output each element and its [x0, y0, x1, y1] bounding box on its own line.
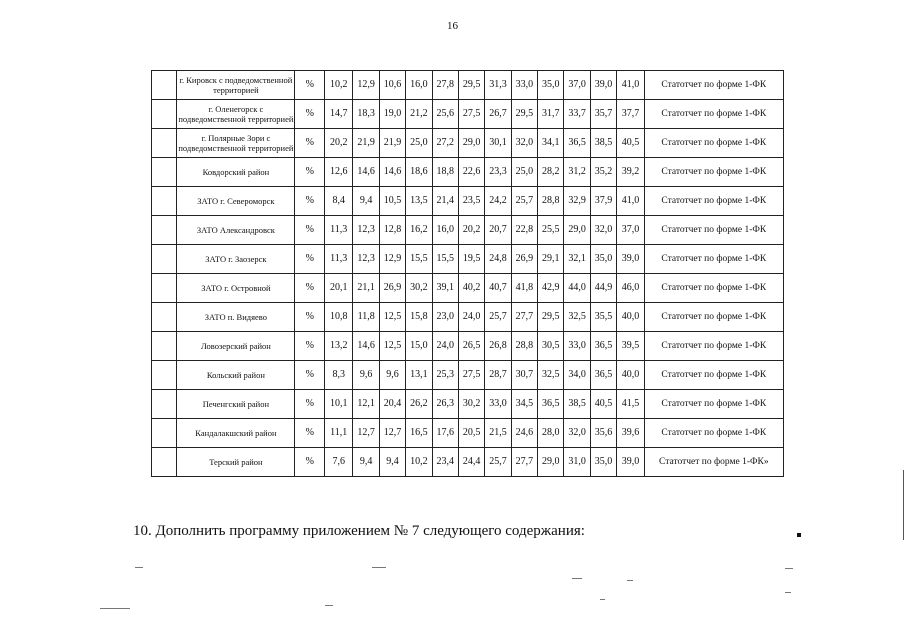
value-cell: 36,5 [590, 361, 616, 390]
source-cell: Статотчет по форме 1-ФК [644, 390, 783, 419]
value-cell: 37,9 [590, 187, 616, 216]
row-blank-cell [152, 187, 177, 216]
value-cell: 12,5 [379, 303, 405, 332]
value-cell: 29,0 [538, 448, 564, 477]
value-cell: 26,5 [458, 332, 484, 361]
value-cell: 13,5 [406, 187, 432, 216]
row-blank-cell [152, 71, 177, 100]
scan-mark [135, 567, 143, 568]
source-cell: Статотчет по форме 1-ФК [644, 71, 783, 100]
table-row [152, 448, 784, 477]
value-cell: 29,5 [538, 303, 564, 332]
row-blank-cell [152, 158, 177, 187]
territory-name-cell: Кандалакшский район [177, 419, 295, 448]
source-cell: Статотчет по форме 1-ФК [644, 158, 783, 187]
value-cell: 39,0 [617, 245, 644, 274]
value-cell: 39,0 [590, 71, 616, 100]
value-cell: 35,0 [590, 245, 616, 274]
value-cell: 40,5 [590, 390, 616, 419]
source-cell: Статотчет по форме 1-ФК [644, 419, 783, 448]
indicator-table [151, 70, 784, 477]
value-cell: 40,2 [458, 274, 484, 303]
value-cell: 14,6 [353, 158, 379, 187]
value-cell: 9,6 [379, 361, 405, 390]
unit-cell: % [295, 332, 325, 361]
value-cell: 21,5 [485, 419, 511, 448]
territory-name-cell: ЗАТО г. Заозерск [177, 245, 295, 274]
value-cell: 15,0 [406, 332, 432, 361]
value-cell: 15,8 [406, 303, 432, 332]
value-cell: 25,6 [432, 100, 458, 129]
value-cell: 18,8 [432, 158, 458, 187]
value-cell: 30,2 [406, 274, 432, 303]
value-cell: 28,8 [538, 187, 564, 216]
value-cell: 14,6 [353, 332, 379, 361]
value-cell: 35,0 [590, 448, 616, 477]
territory-name-cell: г. Кировск с подведомственной территорией [177, 71, 295, 100]
value-cell: 36,5 [590, 332, 616, 361]
value-cell: 10,2 [406, 448, 432, 477]
value-cell: 27,8 [432, 71, 458, 100]
value-cell: 35,7 [590, 100, 616, 129]
table-row [152, 361, 784, 390]
value-cell: 26,9 [511, 245, 537, 274]
value-cell: 25,7 [485, 303, 511, 332]
source-cell: Статотчет по форме 1-ФК [644, 303, 783, 332]
value-cell: 12,5 [379, 332, 405, 361]
value-cell: 29,5 [458, 71, 484, 100]
value-cell: 24,0 [458, 303, 484, 332]
source-cell: Статотчет по форме 1-ФК [644, 274, 783, 303]
unit-cell: % [295, 129, 325, 158]
unit-cell: % [295, 303, 325, 332]
territory-name-cell: г. Полярные Зори с подведомственной территорией [177, 129, 295, 158]
page-number: 16 [447, 20, 458, 32]
value-cell: 22,8 [511, 216, 537, 245]
value-cell: 32,5 [564, 303, 590, 332]
row-blank-cell [152, 361, 177, 390]
value-cell: 35,0 [538, 71, 564, 100]
value-cell: 32,5 [538, 361, 564, 390]
value-cell: 27,2 [432, 129, 458, 158]
unit-cell: % [295, 361, 325, 390]
value-cell: 10,5 [379, 187, 405, 216]
source-cell: Статотчет по форме 1-ФК [644, 216, 783, 245]
value-cell: 10,8 [325, 303, 353, 332]
value-cell: 28,8 [511, 332, 537, 361]
value-cell: 19,5 [458, 245, 484, 274]
value-cell: 23,0 [432, 303, 458, 332]
table-row [152, 332, 784, 361]
value-cell: 25,7 [511, 187, 537, 216]
value-cell: 39,6 [617, 419, 644, 448]
value-cell: 21,9 [353, 129, 379, 158]
value-cell: 32,0 [564, 419, 590, 448]
value-cell: 8,3 [325, 361, 353, 390]
value-cell: 28,0 [538, 419, 564, 448]
value-cell: 31,7 [538, 100, 564, 129]
value-cell: 36,5 [564, 129, 590, 158]
value-cell: 41,0 [617, 71, 644, 100]
territory-name-cell: Кольский район [177, 361, 295, 390]
value-cell: 21,4 [432, 187, 458, 216]
source-cell: Статотчет по форме 1-ФК [644, 100, 783, 129]
value-cell: 11,1 [325, 419, 353, 448]
scan-mark [325, 605, 333, 606]
row-blank-cell [152, 100, 177, 129]
value-cell: 21,2 [406, 100, 432, 129]
value-cell: 15,5 [406, 245, 432, 274]
value-cell: 20,1 [325, 274, 353, 303]
value-cell: 25,7 [485, 448, 511, 477]
value-cell: 18,3 [353, 100, 379, 129]
table-row [152, 129, 784, 158]
value-cell: 21,9 [379, 129, 405, 158]
value-cell: 18,6 [406, 158, 432, 187]
value-cell: 17,6 [432, 419, 458, 448]
value-cell: 41,8 [511, 274, 537, 303]
value-cell: 30,2 [458, 390, 484, 419]
value-cell: 24,2 [485, 187, 511, 216]
table-row [152, 419, 784, 448]
value-cell: 39,2 [617, 158, 644, 187]
unit-cell: % [295, 71, 325, 100]
row-blank-cell [152, 129, 177, 158]
value-cell: 23,3 [485, 158, 511, 187]
unit-cell: % [295, 448, 325, 477]
value-cell: 22,6 [458, 158, 484, 187]
source-cell: Статотчет по форме 1-ФК [644, 187, 783, 216]
table-row [152, 303, 784, 332]
value-cell: 27,5 [458, 100, 484, 129]
unit-cell: % [295, 245, 325, 274]
table-row [152, 158, 784, 187]
value-cell: 16,2 [406, 216, 432, 245]
value-cell: 27,5 [458, 361, 484, 390]
value-cell: 25,5 [538, 216, 564, 245]
value-cell: 20,7 [485, 216, 511, 245]
value-cell: 14,7 [325, 100, 353, 129]
value-cell: 25,3 [432, 361, 458, 390]
value-cell: 26,8 [485, 332, 511, 361]
territory-name-cell: ЗАТО г. Североморск [177, 187, 295, 216]
value-cell: 7,6 [325, 448, 353, 477]
value-cell: 27,7 [511, 448, 537, 477]
table-row [152, 245, 784, 274]
scan-mark [372, 567, 386, 568]
source-cell: Статотчет по форме 1-ФК [644, 129, 783, 158]
value-cell: 12,3 [353, 216, 379, 245]
value-cell: 38,5 [564, 390, 590, 419]
value-cell: 20,4 [379, 390, 405, 419]
row-blank-cell [152, 274, 177, 303]
row-blank-cell [152, 448, 177, 477]
value-cell: 29,0 [458, 129, 484, 158]
unit-cell: % [295, 158, 325, 187]
value-cell: 46,0 [617, 274, 644, 303]
value-cell: 12,7 [353, 419, 379, 448]
scan-mark [785, 592, 791, 593]
value-cell: 30,7 [511, 361, 537, 390]
value-cell: 12,7 [379, 419, 405, 448]
value-cell: 30,5 [538, 332, 564, 361]
row-blank-cell [152, 390, 177, 419]
scan-edge [903, 470, 904, 540]
value-cell: 35,5 [590, 303, 616, 332]
unit-cell: % [295, 419, 325, 448]
value-cell: 24,0 [432, 332, 458, 361]
territory-name-cell: ЗАТО п. Видяево [177, 303, 295, 332]
source-cell: Статотчет по форме 1-ФК» [644, 448, 783, 477]
value-cell: 33,0 [564, 332, 590, 361]
value-cell: 10,2 [325, 71, 353, 100]
value-cell: 12,8 [379, 216, 405, 245]
row-blank-cell [152, 245, 177, 274]
value-cell: 23,5 [458, 187, 484, 216]
value-cell: 30,1 [485, 129, 511, 158]
value-cell: 42,9 [538, 274, 564, 303]
territory-name-cell: Печенгский район [177, 390, 295, 419]
value-cell: 37,0 [617, 216, 644, 245]
value-cell: 31,3 [485, 71, 511, 100]
territory-name-cell: Терский район [177, 448, 295, 477]
territory-name-cell: ЗАТО г. Островной [177, 274, 295, 303]
value-cell: 41,0 [617, 187, 644, 216]
value-cell: 12,6 [325, 158, 353, 187]
value-cell: 26,9 [379, 274, 405, 303]
unit-cell: % [295, 187, 325, 216]
territory-name-cell: Ловозерский район [177, 332, 295, 361]
value-cell: 34,5 [511, 390, 537, 419]
value-cell: 32,1 [564, 245, 590, 274]
value-cell: 36,5 [538, 390, 564, 419]
territory-name-cell: Ковдорский район [177, 158, 295, 187]
value-cell: 8,4 [325, 187, 353, 216]
value-cell: 13,2 [325, 332, 353, 361]
row-blank-cell [152, 419, 177, 448]
value-cell: 25,0 [511, 158, 537, 187]
scan-mark [100, 608, 130, 609]
value-cell: 9,4 [379, 448, 405, 477]
value-cell: 9,6 [353, 361, 379, 390]
value-cell: 40,0 [617, 361, 644, 390]
value-cell: 27,7 [511, 303, 537, 332]
row-blank-cell [152, 332, 177, 361]
table-row [152, 187, 784, 216]
value-cell: 33,0 [485, 390, 511, 419]
value-cell: 25,0 [406, 129, 432, 158]
value-cell: 29,0 [564, 216, 590, 245]
value-cell: 29,5 [511, 100, 537, 129]
value-cell: 16,0 [432, 216, 458, 245]
value-cell: 16,5 [406, 419, 432, 448]
value-cell: 16,0 [406, 71, 432, 100]
source-cell: Статотчет по форме 1-ФК [644, 361, 783, 390]
value-cell: 20,2 [458, 216, 484, 245]
value-cell: 34,1 [538, 129, 564, 158]
value-cell: 35,6 [590, 419, 616, 448]
value-cell: 38,5 [590, 129, 616, 158]
territory-name-cell: ЗАТО Александровск [177, 216, 295, 245]
value-cell: 32,0 [590, 216, 616, 245]
value-cell: 14,6 [379, 158, 405, 187]
value-cell: 40,0 [617, 303, 644, 332]
value-cell: 33,7 [564, 100, 590, 129]
value-cell: 37,0 [564, 71, 590, 100]
value-cell: 35,2 [590, 158, 616, 187]
value-cell: 9,4 [353, 187, 379, 216]
scan-mark [627, 580, 633, 581]
value-cell: 26,7 [485, 100, 511, 129]
value-cell: 44,0 [564, 274, 590, 303]
territory-name-cell: г. Оленегорск с подведомственной территорией [177, 100, 295, 129]
value-cell: 32,0 [511, 129, 537, 158]
value-cell: 39,0 [617, 448, 644, 477]
value-cell: 12,9 [353, 71, 379, 100]
value-cell: 20,2 [325, 129, 353, 158]
table-row [152, 390, 784, 419]
scan-mark [785, 568, 793, 569]
value-cell: 11,3 [325, 216, 353, 245]
value-cell: 11,8 [353, 303, 379, 332]
value-cell: 32,9 [564, 187, 590, 216]
table-row [152, 100, 784, 129]
value-cell: 11,3 [325, 245, 353, 274]
source-cell: Статотчет по форме 1-ФК [644, 332, 783, 361]
row-blank-cell [152, 303, 177, 332]
row-blank-cell [152, 216, 177, 245]
value-cell: 44,9 [590, 274, 616, 303]
unit-cell: % [295, 390, 325, 419]
value-cell: 10,6 [379, 71, 405, 100]
value-cell: 39,1 [432, 274, 458, 303]
source-cell: Статотчет по форме 1-ФК [644, 245, 783, 274]
value-cell: 15,5 [432, 245, 458, 274]
value-cell: 28,2 [538, 158, 564, 187]
value-cell: 24,8 [485, 245, 511, 274]
value-cell: 23,4 [432, 448, 458, 477]
value-cell: 24,4 [458, 448, 484, 477]
value-cell: 29,1 [538, 245, 564, 274]
table-row [152, 216, 784, 245]
value-cell: 20,5 [458, 419, 484, 448]
value-cell: 19,0 [379, 100, 405, 129]
value-cell: 13,1 [406, 361, 432, 390]
value-cell: 37,7 [617, 100, 644, 129]
scan-mark [600, 599, 605, 600]
value-cell: 10,1 [325, 390, 353, 419]
unit-cell: % [295, 216, 325, 245]
value-cell: 12,1 [353, 390, 379, 419]
value-cell: 28,7 [485, 361, 511, 390]
value-cell: 40,7 [485, 274, 511, 303]
instruction-text: 10. Дополнить программу приложением № 7 следующего содержания: [133, 523, 585, 539]
scan-mark [572, 578, 582, 579]
value-cell: 39,5 [617, 332, 644, 361]
value-cell: 41,5 [617, 390, 644, 419]
value-cell: 40,5 [617, 129, 644, 158]
unit-cell: % [295, 100, 325, 129]
table-row [152, 274, 784, 303]
bullet-mark [797, 533, 801, 537]
value-cell: 33,0 [511, 71, 537, 100]
value-cell: 34,0 [564, 361, 590, 390]
value-cell: 9,4 [353, 448, 379, 477]
table-row [152, 71, 784, 100]
value-cell: 26,2 [406, 390, 432, 419]
unit-cell: % [295, 274, 325, 303]
value-cell: 31,2 [564, 158, 590, 187]
value-cell: 12,9 [379, 245, 405, 274]
value-cell: 12,3 [353, 245, 379, 274]
value-cell: 24,6 [511, 419, 537, 448]
value-cell: 21,1 [353, 274, 379, 303]
value-cell: 26,3 [432, 390, 458, 419]
value-cell: 31,0 [564, 448, 590, 477]
